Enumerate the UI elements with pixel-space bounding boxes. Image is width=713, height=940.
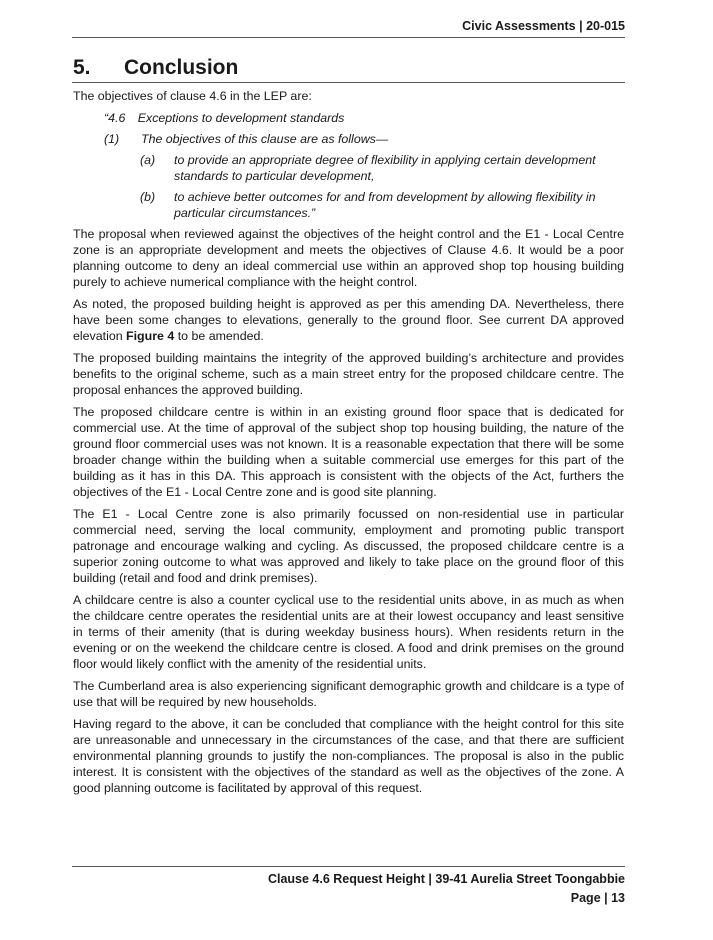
header-divider: [72, 37, 625, 38]
quote-item-a-label: (a): [140, 153, 156, 167]
quote-item-b: [73, 189, 624, 221]
footer-divider: [72, 866, 625, 867]
header-title: Civic Assessments | 20-015: [462, 19, 625, 33]
document-body: [73, 88, 624, 802]
section-heading: [73, 56, 238, 80]
figure-reference: Figure 4: [126, 329, 175, 343]
section-title: Conclusion: [124, 56, 239, 79]
paragraph-5: The E1 - Local Centre zone is also primarily focussed on non-residential use in particular commercial need, serving the local community, employment and promoting public transport patronage and encourage walking and cycling. As discussed, the proposed childcare centre is a superior zoning outcome to what was approved and likely to take place on the ground floor of this building (retail and food and drink premises).: [73, 507, 624, 585]
quote-item-a: [73, 152, 624, 184]
quote-item-1-label: (1): [104, 132, 120, 146]
heading-divider: [72, 82, 625, 83]
paragraph-6: A childcare centre is also a counter cyclical use to the residential units above, in as much as when the childcare centre operates the residential units are at their lowest occupancy and least sensitive in terms of their amenity (that is during weekday business hours). When residents return in the evening or on the weekend the childcare centre is closed. A food and drink premises on the ground floor would likely conflict with the amenity of the residential units.: [73, 593, 624, 671]
paragraph-3: The proposed building maintains the integrity of the approved building’s architecture and provides benefits to the original scheme, such as a main street entry for the proposed childcare centre. The proposal enhances the approved building.: [73, 351, 624, 397]
paragraph-2: [73, 296, 624, 344]
paragraph-1: The proposal when reviewed against the objectives of the height control and the E1 - Local Centre zone is an appropriate development and meets the objectives of Clause 4.6. It would be a poor planning outcome to deny an ideal commercial use within an approved shop top housing building purely to achieve numerical compliance with the height control.: [73, 227, 624, 289]
paragraph-2-text: As noted, the proposed building height is approved as per this amending DA. Nevertheless, there have been some changes to elevations, generally to the ground floor. See current DA approved elevation: [73, 297, 624, 343]
paragraph-2-end: to be amended.: [174, 329, 264, 343]
page-number: Page | 13: [570, 891, 625, 905]
intro-paragraph: The objectives of clause 4.6 in the LEP are:: [73, 89, 312, 103]
paragraph-7: The Cumberland area is also experiencing significant demographic growth and childcare is a type of use that will be required by new households.: [73, 679, 624, 709]
quote-item-b-label: (b): [140, 190, 156, 204]
section-number: 5.: [73, 56, 91, 79]
quote-item-a-text: to provide an appropriate degree of flexibility in applying certain development standards to particular development,: [174, 153, 596, 183]
quote-item-1: [73, 131, 624, 147]
quote-heading: [73, 110, 624, 126]
quote-item-b-text: to achieve better outcomes for and from development by allowing flexibility in particular circumstances.”: [174, 190, 596, 220]
quote-heading-text: “4.6 Exceptions to development standards: [104, 111, 345, 125]
paragraph-4: The proposed childcare centre is within in an existing ground floor space that is dedicated for commercial use. At the time of approval of the subject shop top housing building, the nature of the ground floor commercial uses was not known. It is a reasonable expectation that there will be some broader change within the building when a suitable commercial use emerges for this part of the building as it has in this DA. This approach is consistent with the objects of the Act, furthers the objectives of the E1 - Local Centre zone and is good site planning.: [73, 405, 624, 499]
paragraph-8: Having regard to the above, it can be concluded that compliance with the height control for this site are unreasonable and unnecessary in the circumstances of the case, and that there are sufficient environmental planning grounds to justify the non-compliances. The proposal is also in the public interest. It is consistent with the objectives of the standard as well as the objectives of the zone. A good planning outcome is facilitated by approval of this request.: [73, 717, 624, 795]
footer-title: Clause 4.6 Request Height | 39-41 Aurelia Street Toongabbie: [267, 872, 625, 886]
quote-item-1-text: The objectives of this clause are as follows—: [141, 132, 389, 146]
